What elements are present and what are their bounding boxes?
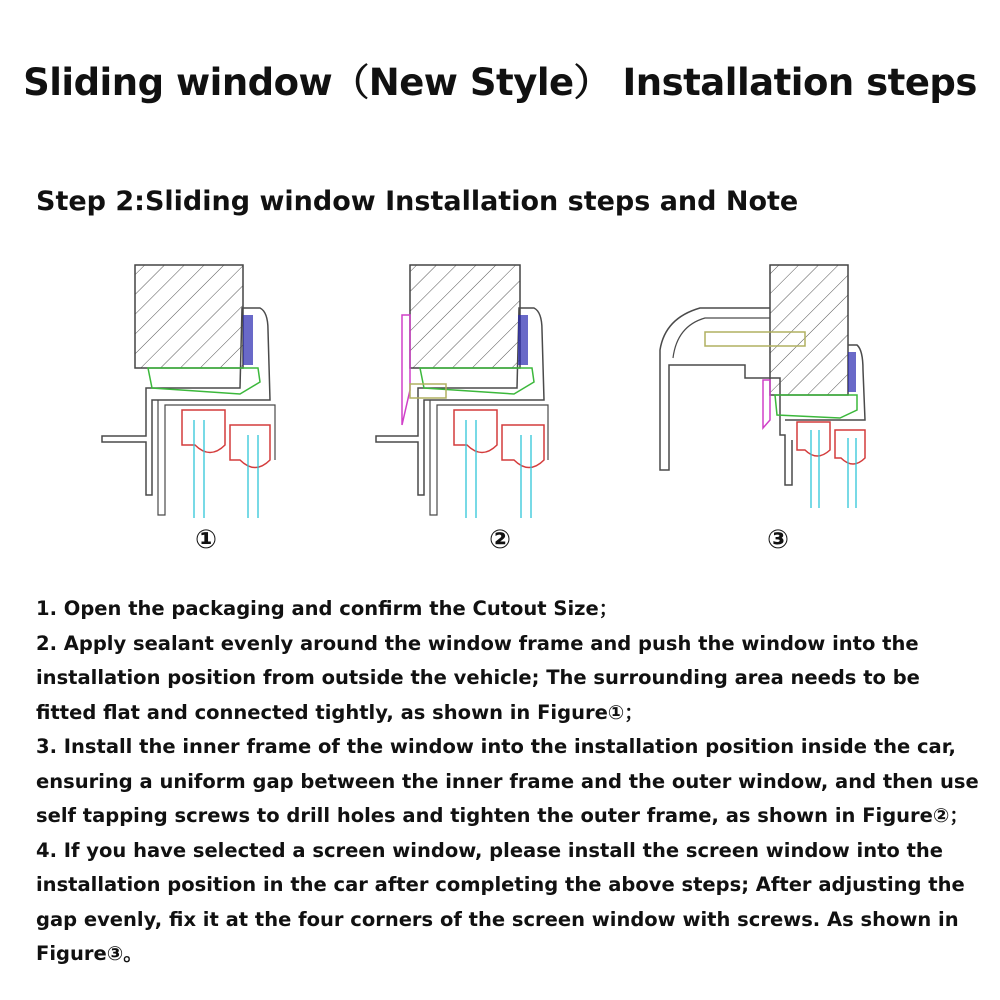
sealant-magenta [763, 380, 770, 428]
figure-1-label: ① [194, 525, 217, 555]
wall-panel [410, 265, 520, 368]
instruction-step-3: 3. Install the inner frame of the window into the installation position inside the car, ensuring a uniform gap between the inner frame and the outer window, and then use self tapping screws to drill holes and tighten the outer frame, as shown in Figure②； [36, 735, 979, 827]
instruction-step-1: 1. Open the packaging and confirm the Cutout Size； [36, 597, 619, 620]
figure-2-label: ② [488, 525, 511, 555]
track-red-2 [230, 425, 270, 468]
track-red-1 [797, 422, 830, 456]
instruction-list [36, 592, 986, 972]
sealant-magenta [402, 315, 410, 425]
figure-2-diagram [362, 260, 642, 530]
track-red-2 [502, 425, 544, 468]
seal-green [148, 368, 260, 394]
figure-1-svg [90, 260, 370, 530]
figure-3-diagram [645, 260, 925, 530]
wall-panel [135, 265, 243, 368]
figure-3-label: ③ [766, 525, 789, 555]
screen-frame-inner [673, 318, 770, 358]
wall-panel [770, 265, 848, 395]
seal-green [775, 395, 857, 418]
step-heading: Step 2:Sliding window Installation steps and Note [36, 186, 799, 217]
figure-1-diagram [90, 260, 370, 530]
gasket-blue [518, 315, 528, 365]
instruction-step-2: 2. Apply sealant evenly around the window frame and push the window into the installation position from outside the vehicle; The surrounding area needs to be fitted flat and connected tightly, as shown in Figure①； [36, 631, 920, 724]
figure-3-svg [645, 260, 925, 530]
self-tapping-screw [410, 384, 446, 398]
page-title: Sliding window（New Style） Installation steps [23, 61, 977, 104]
instruction-step-4: 4. If you have selected a screen window, please install the screen window into the installation position in the car after completing the above steps; After adjusting the gap evenly, fix it at the four corners of the screen window with screws. As shown in Figure③。 [36, 838, 965, 965]
gasket-blue [848, 352, 856, 392]
track-red-2 [835, 430, 865, 464]
figure-2-svg [362, 260, 642, 530]
gasket-blue [243, 315, 253, 365]
inner-profile [430, 400, 548, 515]
